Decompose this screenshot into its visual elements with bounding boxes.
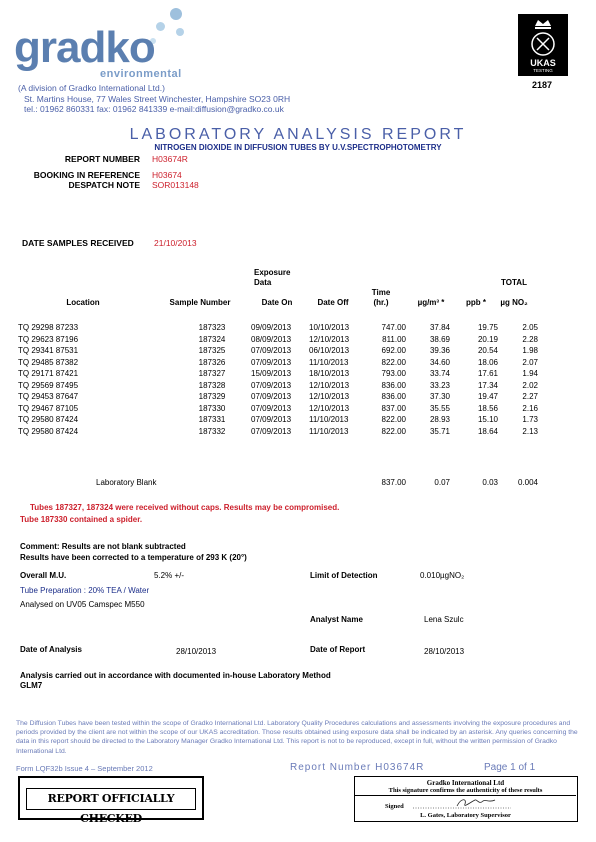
ppb-cell: 20.19 xyxy=(477,334,498,344)
date-off-header: Date Off xyxy=(317,298,349,307)
mu-value: 5.2% +/- xyxy=(154,571,185,580)
ukas-sublabel: TESTING xyxy=(533,68,553,73)
sample-number-cell: 187325 xyxy=(198,346,226,355)
location-header: Location xyxy=(66,298,100,307)
sample-number-cell: 187324 xyxy=(198,334,226,344)
sample-number-cell: 187332 xyxy=(198,426,226,436)
time-cell: 837.00 xyxy=(381,403,406,413)
ug-no2-cell: 1.98 xyxy=(522,346,538,355)
company-division: (A division of Gradko International Ltd.) xyxy=(18,83,165,93)
booking-reference-value: H03674 xyxy=(152,170,182,180)
date-on-cell: 07/09/2013 xyxy=(251,403,292,413)
sample-number-header: Sample Number xyxy=(169,298,231,307)
ugm3-header: µg/m³ * xyxy=(417,298,445,307)
time-header: Time (hr.) xyxy=(371,288,391,307)
time-cell: 692.00 xyxy=(381,346,406,355)
ug-no2-cell: 2.16 xyxy=(522,403,538,413)
table-row xyxy=(18,381,538,392)
auth-company: Gradko International Ltd xyxy=(426,779,505,787)
ug-no2-cell: 2.05 xyxy=(522,323,538,332)
date-received-value: 21/10/2013 xyxy=(154,238,197,248)
ukas-number: 2187 xyxy=(532,80,553,90)
booking-reference-label: BOOKING IN REFERENCE xyxy=(33,170,140,180)
ug-no2-cell: 1.94 xyxy=(522,369,538,378)
authenticity-box xyxy=(354,776,578,822)
comment-blank: Comment: Results are not blank subtracted xyxy=(20,542,186,551)
date-off-cell: 11/10/2013 xyxy=(309,357,349,367)
location-cell: TQ 29467 87105 xyxy=(18,403,79,413)
date-on-header: Date On xyxy=(261,298,293,307)
ppb-cell: 17.61 xyxy=(477,369,498,378)
ppb-cell: 15.10 xyxy=(477,415,498,424)
auth-statement: This signature confirms the authenticity of these results xyxy=(355,787,576,796)
date-off-cell: 18/10/2013 xyxy=(309,369,350,378)
report-title: LABORATORY ANALYSIS REPORT xyxy=(129,126,467,143)
page-indicator: Page 1 of 1 xyxy=(484,762,536,773)
date-off-cell: 11/10/2013 xyxy=(309,426,349,436)
note-missing-caps: Tubes 187327, 187324 were received without caps. Results may be compromised. xyxy=(30,503,340,512)
ugm3-cell: 34.60 xyxy=(429,357,450,367)
time-cell: 836.00 xyxy=(381,380,406,390)
report-number-value: H03674R xyxy=(152,154,188,164)
blank-ug-no2: 0.004 xyxy=(517,478,538,487)
ukas-badge xyxy=(518,14,568,76)
time-cell: 811.00 xyxy=(382,334,406,344)
time-cell: 822.00 xyxy=(381,426,406,436)
blank-ppb: 0.03 xyxy=(482,478,498,487)
ug-no2-cell: 2.27 xyxy=(522,392,538,401)
ugm3-cell: 38.69 xyxy=(429,334,450,344)
ugm3-cell: 35.71 xyxy=(429,426,450,436)
sample-number-cell: 187328 xyxy=(198,380,226,390)
date-on-cell: 09/09/2013 xyxy=(251,323,292,332)
ugm3-cell: 33.23 xyxy=(429,380,450,390)
logo-wordmark: gradko xyxy=(14,23,155,72)
date-off-cell: 12/10/2013 xyxy=(309,392,350,401)
table-row xyxy=(18,323,538,334)
ug-no2-header: µg NO₂ xyxy=(500,298,528,307)
table-row xyxy=(18,358,538,369)
logo-dot xyxy=(170,8,182,20)
date-on-cell: 07/09/2013 xyxy=(251,415,292,424)
time-cell: 747.00 xyxy=(381,323,406,332)
sample-number-cell: 187323 xyxy=(198,323,226,332)
time-cell: 822.00 xyxy=(381,357,406,367)
ugm3-cell: 35.55 xyxy=(429,403,450,413)
location-cell: TQ 29341 87531 xyxy=(18,346,79,355)
location-cell: TQ 29485 87382 xyxy=(18,357,79,367)
signed-label: Signed xyxy=(385,803,404,810)
company-address: St. Martins House, 77 Wales Street Winchester, Hampshire SO23 0RH xyxy=(24,94,291,104)
ppb-cell: 17.34 xyxy=(477,380,498,390)
ppb-cell: 20.54 xyxy=(477,346,498,355)
logo-subtext: environmental xyxy=(100,68,182,80)
note-spider: Tube 187330 contained a spider. xyxy=(20,515,143,524)
sample-number-cell: 187326 xyxy=(198,357,226,367)
date-on-cell: 08/09/2013 xyxy=(251,334,292,344)
date-off-cell: 11/10/2013 xyxy=(309,415,349,424)
table-row xyxy=(18,346,538,357)
disclaimer-text: The Diffusion Tubes have been tested within the scope of Gradko International Ltd. Laboratory Quality Procedures calculations and assessments involving the exposure procedures and periods provided by the client are not within the scope of our UKAS accreditation. Those results obtained using exposure data shall be indicated by an asterisk. Any queries concerning the data in this report should be directed to the Laboratory Manager Gradko International Ltd. This report is not to be reproduced, except in full, without the written permission of Gradko International Ltd. xyxy=(16,720,578,755)
ug-no2-cell: 2.02 xyxy=(522,380,538,390)
blank-time: 837.00 xyxy=(381,478,406,487)
location-cell: TQ 29580 87424 xyxy=(18,426,79,436)
signatory: L. Gates, Laboratory Supervisor xyxy=(420,812,511,819)
total-header: TOTAL xyxy=(501,278,527,287)
date-analysis-label: Date of Analysis xyxy=(20,645,82,654)
location-cell: TQ 29298 87233 xyxy=(18,323,79,332)
analysed-on: Analysed on UV05 Camspec M550 xyxy=(20,600,145,609)
time-cell: 793.00 xyxy=(381,369,406,378)
method-statement: Analysis carried out in accordance with documented in-house Laboratory Method xyxy=(20,671,331,680)
official-check-stamp xyxy=(18,776,204,825)
table-row xyxy=(18,392,538,403)
comment-corrected: Results have been corrected to a temperature of 293 K (20°) xyxy=(20,553,247,562)
mu-label: Overall M.U. xyxy=(20,571,67,580)
sample-number-cell: 187327 xyxy=(198,369,226,378)
stamp-text: REPORT OFFICIALLY CHECKED xyxy=(26,788,196,810)
date-off-cell: 12/10/2013 xyxy=(309,380,350,390)
table-row xyxy=(18,427,538,438)
table-row xyxy=(18,415,538,426)
blank-ugm3: 0.07 xyxy=(434,478,450,487)
ugm3-cell: 39.36 xyxy=(429,346,450,355)
time-cell: 822.00 xyxy=(381,415,406,424)
date-report-label: Date of Report xyxy=(310,645,366,654)
despatch-note-label: DESPATCH NOTE xyxy=(68,180,140,190)
logo-dot xyxy=(156,22,165,31)
signature-graphic xyxy=(411,796,521,810)
date-received-label: DATE SAMPLES RECEIVED xyxy=(22,238,134,248)
ugm3-cell: 37.84 xyxy=(429,323,450,332)
date-on-cell: 15/09/2013 xyxy=(251,369,292,378)
table-row xyxy=(18,335,538,346)
date-off-cell: 10/10/2013 xyxy=(309,323,350,332)
location-cell: TQ 29580 87424 xyxy=(18,415,79,424)
ug-no2-cell: 1.73 xyxy=(522,415,538,424)
ppb-cell: 19.75 xyxy=(477,323,498,332)
lod-value: 0.010µgNO₂ xyxy=(420,571,465,580)
exposure-data-header: Exposure Data xyxy=(254,268,291,287)
location-cell: TQ 29623 87196 xyxy=(18,334,79,344)
ppb-cell: 18.64 xyxy=(477,426,498,436)
date-off-cell: 12/10/2013 xyxy=(309,334,350,344)
ug-no2-cell: 2.13 xyxy=(522,426,538,436)
date-analysis-value: 28/10/2013 xyxy=(176,647,217,656)
ppb-cell: 19.47 xyxy=(477,392,498,401)
analyst-name-value: Lena Szulc xyxy=(424,615,464,624)
lod-label: Limit of Detection xyxy=(310,571,378,580)
ukas-label: UKAS xyxy=(530,58,556,68)
footer-report-number: Report Number H03674R xyxy=(290,762,425,773)
location-cell: TQ 29569 87495 xyxy=(18,380,79,390)
date-on-cell: 07/09/2013 xyxy=(251,380,292,390)
despatch-note-value: SOR013148 xyxy=(152,180,199,190)
date-on-cell: 07/09/2013 xyxy=(251,357,292,367)
date-on-cell: 07/09/2013 xyxy=(251,426,292,436)
logo-dot xyxy=(176,28,184,36)
ugm3-cell: 33.74 xyxy=(429,369,450,378)
report-number-label: REPORT NUMBER xyxy=(64,154,140,164)
date-on-cell: 07/09/2013 xyxy=(251,392,292,401)
ug-no2-cell: 2.28 xyxy=(522,334,538,344)
location-cell: TQ 29453 87647 xyxy=(18,392,79,401)
report-subtitle: NITROGEN DIOXIDE IN DIFFUSION TUBES BY U.V.SPECTROPHOTOMETRY xyxy=(154,143,442,152)
sample-number-cell: 187329 xyxy=(198,392,226,401)
form-identifier: Form LQF32b Issue 4 – September 2012 xyxy=(16,764,153,773)
blank-label: Laboratory Blank xyxy=(96,478,157,487)
sample-number-cell: 187330 xyxy=(198,403,226,413)
location-cell: TQ 29171 87421 xyxy=(18,369,79,378)
table-row xyxy=(18,369,538,380)
date-off-cell: 06/10/2013 xyxy=(309,346,350,355)
ug-no2-cell: 2.07 xyxy=(522,357,538,367)
ugm3-cell: 28.93 xyxy=(429,415,450,424)
ugm3-cell: 37.30 xyxy=(429,392,450,401)
table-row xyxy=(18,404,538,415)
ppb-cell: 18.06 xyxy=(477,357,498,367)
tube-preparation: Tube Preparation : 20% TEA / Water xyxy=(20,586,150,595)
date-on-cell: 07/09/2013 xyxy=(251,346,292,355)
analyst-name-label: Analyst Name xyxy=(310,615,363,624)
time-cell: 836.00 xyxy=(381,392,406,401)
ppb-header: ppb * xyxy=(466,298,486,307)
sample-number-cell: 187331 xyxy=(198,415,226,424)
date-report-value: 28/10/2013 xyxy=(424,647,465,656)
method-code: GLM7 xyxy=(20,681,43,690)
ppb-cell: 18.56 xyxy=(477,403,498,413)
date-off-cell: 12/10/2013 xyxy=(309,403,350,413)
laboratory-blank-row xyxy=(18,478,538,489)
company-contact: tel.: 01962 860331 fax: 01962 841339 e-mail:diffusion@gradko.co.uk xyxy=(24,104,284,114)
